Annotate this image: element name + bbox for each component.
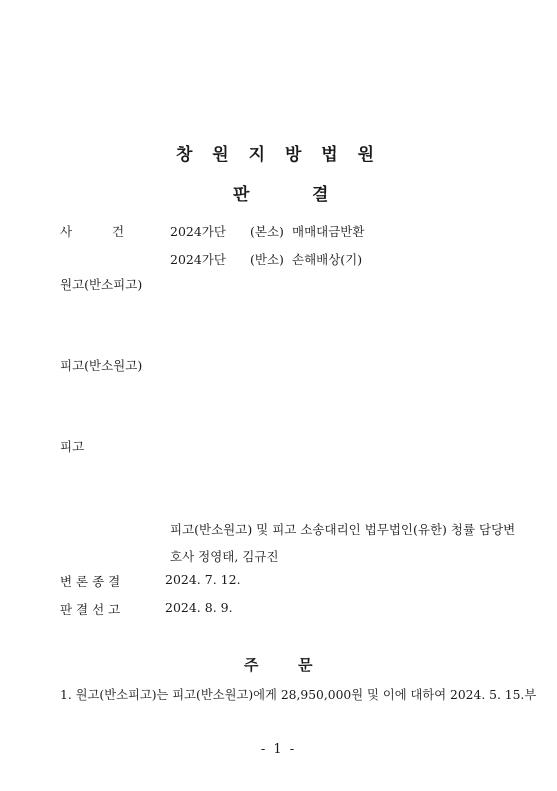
case-number: 2024가단 [170,252,226,267]
judgment-label: 판 결 선 고 [60,602,121,617]
closing-label: 변 론 종 결 [60,574,121,589]
case-label-char-1: 사 [60,224,73,239]
attorney-line-2: 호사 정영태, 김규진 [170,549,279,564]
case-kind: (반소) [250,252,284,267]
order-title-right: 문 [298,656,313,674]
case-name: 손해배상(기) [292,252,363,267]
plaintiff-label: 원고(반소피고) [60,277,143,292]
case-number: 2024가단 [170,224,226,239]
case-label-char-2: 건 [112,224,125,239]
page-number: - 1 - [260,742,297,757]
case-name: 매매대금반환 [292,224,365,239]
document-title-right: 결 [312,185,329,205]
document-title-left: 판 [233,185,250,205]
court-name: 창 원 지 방 법 원 [175,145,382,165]
closing-date: 2024. 7. 12. [165,572,241,587]
defendant-counter-label: 피고(반소원고) [60,358,143,373]
order-title-left: 주 [244,656,259,674]
attorney-line-1: 피고(반소원고) 및 피고 소송대리인 법무법인(유한) 청률 담당변 [170,522,516,537]
case-kind: (본소) [250,224,284,239]
order-line-1: 1. 원고(반소피고)는 피고(반소원고)에게 28,950,000원 및 이에 대하여 2024. 5. 15.부 [60,688,537,702]
defendant-label: 피고 [60,439,85,454]
judgment-date: 2024. 8. 9. [165,600,233,615]
